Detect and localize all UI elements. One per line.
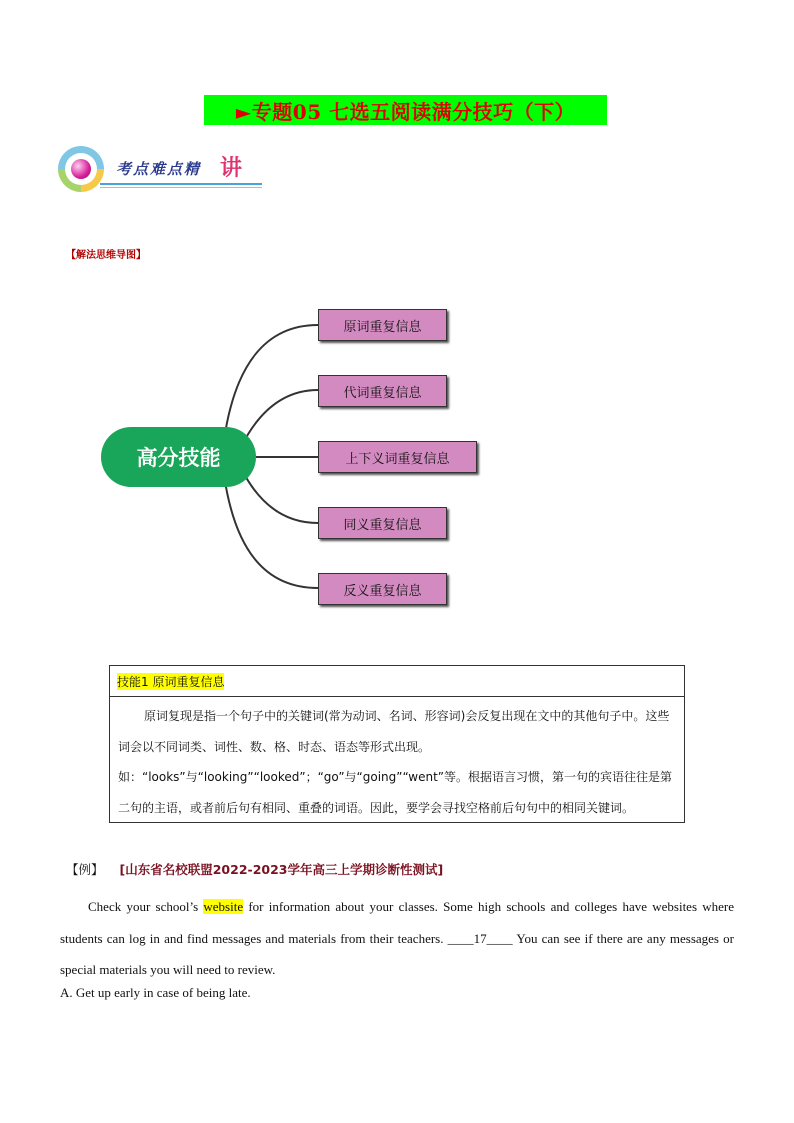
section-banner <box>58 146 268 196</box>
banner-underline <box>100 183 262 185</box>
highlighted-keyword: website <box>203 899 244 914</box>
option-a: A. Get up early in case of being late. <box>60 985 251 1000</box>
example-source: [山东省名校联盟2022-2023学年高三上学期诊断性测试] <box>119 862 444 877</box>
example-heading <box>66 860 443 878</box>
skill-box <box>109 665 685 823</box>
branch-pronoun: 代词重复信息 <box>318 375 447 407</box>
mind-map-center: 高分技能 <box>101 427 256 487</box>
banner-big-char: 讲 <box>220 156 243 181</box>
connector-5 <box>224 475 318 588</box>
branch-hyponym: 上下义词重复信息 <box>318 441 477 473</box>
branch-synonym: 同义重复信息 <box>318 507 447 539</box>
banner-text: 考点难点精 <box>116 160 202 178</box>
mind-map <box>0 295 794 615</box>
example-passage: Check your school’s website for information about your classes. Some high schools and colleges have websites where students can log in and find messages and materials from their teachers. ____17____ You can see if there are any messages or special materials you will need to review. <box>60 899 735 977</box>
skill-body: 原词复现是指一个句子中的关键词(常为动词、名词、形容词)会反复出现在文中的其他句子中。这些词会以不同词类、词性、数、格、时态、语态等形式出现。如：“looks”与“looking”“looked”；“go”与“going”“went”等。根据语言习惯，第一句的宾语往往是第二句的主语，或者前后句有相同、重叠的词语。因此，要学会寻找空格前后句句中的相同关键词。 <box>118 709 673 815</box>
banner-ball-icon <box>71 159 91 179</box>
example-label: 【例】 <box>66 862 104 877</box>
branch-antonym: 反义重复信息 <box>318 573 447 605</box>
page-title: ►专题05 七选五阅读满分技巧（下） <box>204 95 607 125</box>
connector-4 <box>242 470 318 523</box>
connector-1 <box>224 325 318 440</box>
skill-heading: 技能1 原词重复信息 <box>110 666 684 697</box>
section-label: 【解法思维导图】 <box>66 250 146 261</box>
branch-original-word: 原词重复信息 <box>318 309 447 341</box>
connector-2 <box>242 390 318 445</box>
